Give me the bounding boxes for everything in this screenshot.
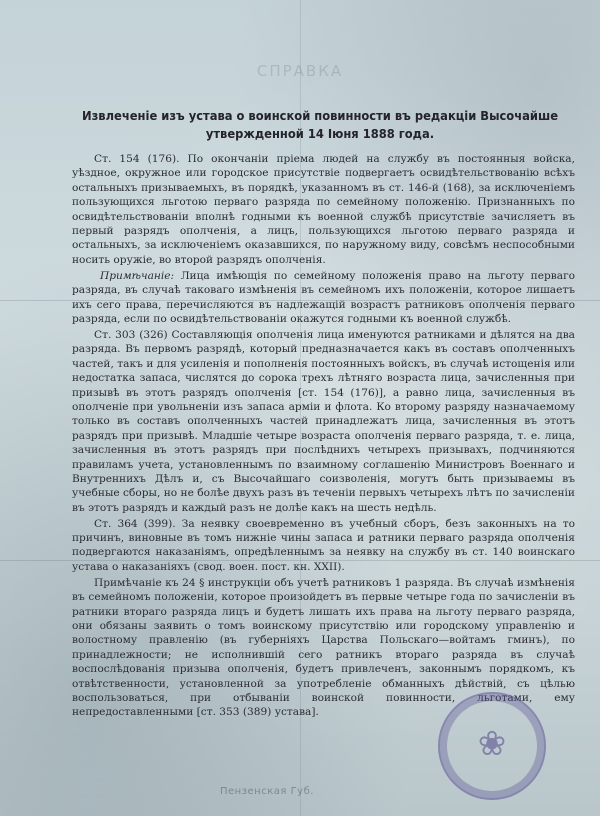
paragraph-art-364: Ст. 364 (399). За неявку своевременно въ учебный сборъ, безъ законныхъ на то причинъ, виновные въ томъ нижніе чины запаса и ратники перваго разряда ополченія подвергаются наказаніямъ, опредѣленнымъ за неявку на службу въ ст. 140 воинскаго устава о наказаніяхъ (свод. воен. пост. кн. XXII).: [72, 517, 575, 573]
paragraph-art-303: Ст. 303 (326) Составляющія ополченія лица именуются ратниками и дѣлятся на два разряда. Въ первомъ разрядѣ, который предназначается какъ въ составъ ополченныхъ частей, такъ и для усиленія и пополненія постоянныхъ войскъ, въ случаѣ истощенія или недостатка запаса, числятся до сорока трехъ лѣтняго возраста лица, зачисленныя при призывѣ въ этотъ разрядъ ополченія [ст. 154 (176)], а равно лица, зачисленныя въ ополченіе при увольненіи изъ запаса арміи и флота. Ко второму разряду назначаемому только въ составъ ополченныхъ частей принадлежатъ лица, зачисленныя въ этотъ разрядъ при призывѣ. Младшіе четыре возраста ополченія перваго разряда, т. е. лица, зачисленныя въ этотъ разрядъ при послѣднихъ четырехъ призывахъ, подчиняются правиламъ учета, установленнымъ по взаимному соглашенію Министровъ Военнаго и Внутреннихъ Дѣлъ и, съ Высочайшаго соизволенія, могутъ быть призываемы въ учебные сборы, но не болѣе двухъ разъ въ теченіи первыхъ четырехъ лѣтъ по зачисленіи въ этотъ разрядъ и каждый разъ не долѣе какъ на шесть недѣль.: [72, 328, 575, 514]
eagle-emblem-icon: ❀: [477, 724, 507, 764]
paragraph-art-154: Ст. 154 (176). По окончаніи пріема людей на службу въ постоянныя войска, уѣздное, окружное или городское присутствіе подвергаетъ освидѣтельствованію всѣхъ остальныхъ призываемыхъ, въ порядкѣ, указанномъ въ ст. 146-й (168), за исключеніемъ пользующихся льготою перваго разряда по семейному положенію. Признанныхъ по освидѣтельствованіи вполнѣ годными къ военной службѣ присутствіе зачисляетъ въ первый разрядъ ополченія, а лицъ, пользующихся льготою перваго разряда и остальныхъ, за исключеніемъ оказавшихся, по наружному виду, совсѣмъ неспособными носить оружіе, во второй разрядъ ополченія.: [72, 153, 575, 266]
note-text: Лица имѣющія по семейному положенія право на льготу перваго разряда, въ случаѣ таковаго измѣненія въ семейномъ ихъ положеніи, которое лишаетъ ихъ сего права, перечисляются въ надлежащій возрастъ ратниковъ ополченія перваго разряда, если по освидѣтельствованіи окажутся годными къ военной службѣ.: [72, 269, 575, 325]
faded-footer-text: Пензенская Губ.: [220, 786, 314, 797]
faded-header: СПРАВКА: [256, 62, 344, 80]
note-lead: Примѣчаніе:: [100, 269, 175, 282]
document-body: [72, 152, 575, 721]
paragraph-note: [72, 269, 575, 327]
official-seal-stamp: [438, 692, 546, 800]
document-title: Извлеченіе изъ устава о воинской повинности въ редакціи Высочайше утвержденной 14 Іюня 1888 года.: [81, 109, 558, 142]
paragraph-instruction-note: Примѣчаніе къ 24 § инструкціи объ учетѣ ратниковъ 1 разряда. Въ случаѣ измѣненія въ семейномъ положеніи, которое произойдетъ въ первые четыре года по зачисленіи въ ратники втораго разряда лицъ и будетъ лишать ихъ права на льготу перваго разряда, они обязаны заявить о томъ воинскому присутствію или городскому управленію и волостному правленію (въ губерніяхъ Царства Польскаго—войтамъ гминъ), по принадлежности; не исполнившій сего ратникъ втораго разряда въ случаѣ воспослѣдованія призыва ополченія, будетъ привлеченъ, законнымъ порядкомъ, къ отвѣтственности, установленной за употребленіе обманныхъ дѣйствій, съ цѣлью воспользоваться, при отбываніи воинской повинности, льготами, ему непредоставленными [ст. 353 (389) устава].: [72, 576, 575, 719]
